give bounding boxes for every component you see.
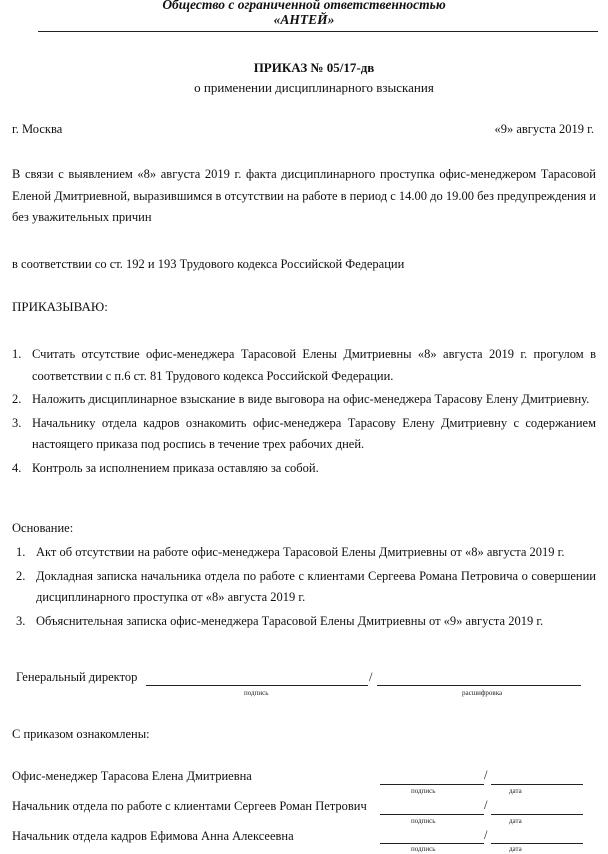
item-text: Наложить дисциплинарное взыскание в виде выговора на офис-менеджера Тарасову Елену Дмитриевну. — [32, 392, 590, 406]
acquainted-row-3-date-hint: дата — [509, 845, 522, 853]
acquainted-row-3-slash: / — [484, 828, 488, 842]
acquainted-row-3-sign-hint: подпись — [411, 845, 436, 853]
acquainted-row-2-name: Начальник отдела по работе с клиентами Сергеев Роман Петрович — [12, 799, 367, 813]
item-text: Объяснительная записка офис-менеджера Тарасовой Елены Дмитриевны от «9» августа 2019 г. — [36, 613, 544, 628]
item-number: 1. — [12, 347, 22, 361]
list-item — [12, 344, 596, 387]
director-sign-hint: подпись — [244, 689, 269, 697]
list-item — [16, 566, 596, 609]
acquainted-row-2-date-hint: дата — [509, 817, 522, 825]
item-text: Начальнику отдела кадров ознакомить офис-менеджера Тарасову Елену Дмитриевну с содержанием настоящего приказа под роспись в течение трех рабочих дней. — [32, 415, 596, 451]
director-slash: / — [369, 670, 373, 684]
order-items — [12, 344, 596, 481]
order-title: ПРИКАЗ № 05/17-дв — [253, 60, 375, 75]
list-item — [12, 458, 596, 480]
acquainted-row-2-signature-line — [380, 814, 484, 815]
order-city: г. Москва — [12, 122, 63, 136]
acquainted-row-3-signature-line — [380, 843, 484, 844]
acquainted-row-1-slash: / — [484, 768, 488, 782]
item-text: Докладная записка начальника отдела по работе с клиентами Сергеева Романа Петровича о совершении дисциплинарного проступка от «8» августа 2019 г. — [36, 568, 596, 604]
list-item — [12, 389, 596, 411]
header-divider — [38, 31, 598, 32]
item-number: 1. — [16, 545, 26, 559]
director-signature-line — [146, 685, 368, 686]
item-number: 3. — [12, 415, 22, 430]
acquainted-row-1-date-hint: дата — [509, 787, 522, 795]
item-text: Считать отсутствие офис-менеджера Тарасовой Елены Дмитриевны «8» августа 2019 г. прогулом в соответствии с п.6 ст. 81 Трудового кодекса Российской Федерации. — [32, 347, 596, 383]
acquainted-row-1-signature-line — [380, 784, 484, 785]
list-item — [16, 542, 596, 564]
basis-items — [16, 542, 596, 634]
acquainted-row-1-name: Офис-менеджер Тарасова Елена Дмитриевна — [12, 769, 252, 783]
acquainted-row-3-name: Начальник отдела кадров Ефимова Анна Алексеевна — [12, 829, 294, 843]
basis-label: Основание: — [12, 521, 74, 535]
director-decode-line — [377, 685, 581, 686]
item-text: Контроль за исполнением приказа оставляю за собой. — [32, 460, 319, 475]
preamble-paragraph: В связи с выявлением «8» августа 2019 г. факта дисциплинарного проступка офис-менеджером Тарасовой Еленой Дмитриевной, выразившимся в отсутствии на работе в период с 14.00 до 19.00 без предупреждения и без уважительных причин — [12, 167, 596, 224]
acquainted-row-1-date-line — [491, 784, 583, 785]
item-number: 2. — [12, 392, 22, 406]
item-number: 2. — [16, 568, 26, 583]
acquainted-row-1-sign-hint: подпись — [411, 787, 436, 795]
order-date: «9» августа 2019 г. — [494, 122, 594, 136]
legal-basis-paragraph: в соответствии со ст. 192 и 193 Трудового кодекса Российской Федерации — [12, 257, 405, 271]
item-text: Акт об отсутствии на работе офис-менеджера Тарасовой Елены Дмитриевны от «8» августа 2019 г. — [36, 545, 565, 559]
order-word: ПРИКАЗЫВАЮ: — [12, 299, 108, 314]
acquainted-label: С приказом ознакомлены: — [12, 727, 150, 741]
item-number: 3. — [16, 613, 26, 628]
organization-brand: «АНТЕЙ» — [273, 12, 335, 27]
acquainted-row-3-date-line — [491, 843, 583, 844]
list-item — [12, 413, 596, 456]
organization-name: Общество с ограниченной ответственностью — [162, 0, 446, 12]
item-number: 4. — [12, 460, 22, 475]
acquainted-row-2-slash: / — [484, 798, 488, 812]
director-label: Генеральный директор — [16, 670, 138, 684]
list-item — [16, 611, 596, 633]
director-decode-hint: расшифровка — [462, 689, 503, 697]
order-subtitle: о применении дисциплинарного взыскания — [194, 80, 434, 95]
acquainted-row-2-date-line — [491, 814, 583, 815]
acquainted-row-2-sign-hint: подпись — [411, 817, 436, 825]
